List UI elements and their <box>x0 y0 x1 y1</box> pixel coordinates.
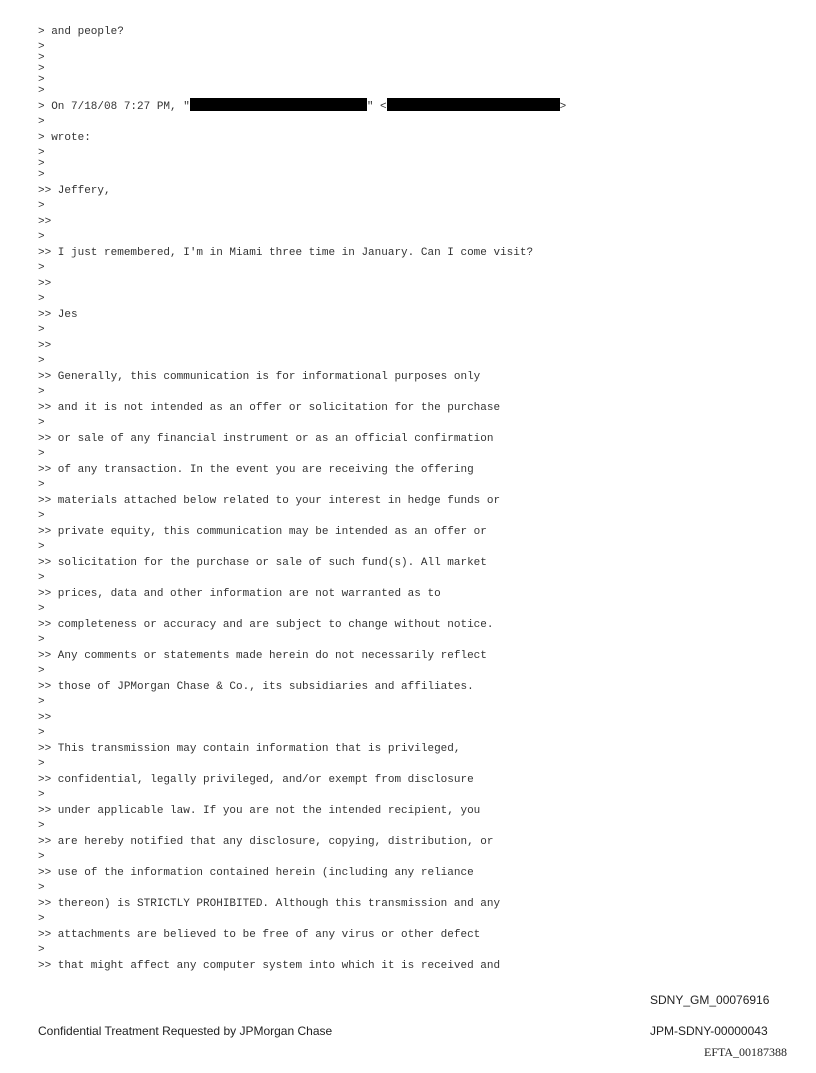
email-text-line: >> under applicable law. If you are not the intended recipient, you <box>38 805 481 817</box>
email-text-line: >> I just remembered, I'm in Miami three time in January. Can I come visit? <box>38 247 534 259</box>
efta-number: EFTA_00187388 <box>704 1045 788 1059</box>
redaction-bar <box>190 98 367 111</box>
quote-marker-line: > <box>38 116 45 128</box>
confidentiality-footer: Confidential Treatment Requested by JPMorgan Chase <box>38 1024 333 1038</box>
quote-marker-line: > <box>38 41 45 53</box>
quote-marker-line: > <box>38 758 45 770</box>
email-text-line: >> and it is not intended as an offer or solicitation for the purchase <box>38 402 501 414</box>
quote-marker-line: > <box>38 541 45 553</box>
email-text-line: >> Jeffery, <box>38 185 111 197</box>
email-text-line: >> Any comments or statements made herein do not necessarily reflect <box>38 650 487 662</box>
bates-number-jpm: JPM-SDNY-00000043 <box>650 1024 768 1038</box>
quote-marker-line: > <box>38 572 45 584</box>
header-text-after: > <box>559 101 567 113</box>
header-text-before: > On 7/18/08 7:27 PM, " <box>38 101 190 113</box>
email-header-line <box>38 97 566 117</box>
email-text-line: >> Generally, this communication is for informational purposes only <box>38 371 481 383</box>
email-text-line: >> thereon) is STRICTLY PROHIBITED. Although this transmission and any <box>38 898 501 910</box>
quote-marker-line: > <box>38 727 45 739</box>
email-text-line: >> attachments are believed to be free of any virus or other defect <box>38 929 481 941</box>
quote-marker-line: > <box>38 74 45 86</box>
quote-marker-line: > <box>38 386 45 398</box>
quote-marker-line: > <box>38 789 45 801</box>
quote-marker-line: > <box>38 200 45 212</box>
quote-marker-line: > <box>38 324 45 336</box>
bates-number-sdny: SDNY_GM_00076916 <box>650 993 770 1007</box>
email-text-line: >> those of JPMorgan Chase & Co., its subsidiaries and affiliates. <box>38 681 474 693</box>
email-text-line: > wrote: <box>38 132 91 144</box>
email-text-line: >> private equity, this communication may be intended as an offer or <box>38 526 487 538</box>
email-text-line: >> or sale of any financial instrument or as an official confirmation <box>38 433 494 445</box>
quote-marker-line: > <box>38 169 45 181</box>
quote-marker-line: > <box>38 158 45 170</box>
email-body <box>38 22 566 976</box>
quote-marker-line: > <box>38 355 45 367</box>
redaction-bar <box>387 98 560 111</box>
quote-marker-line: > <box>38 479 45 491</box>
email-text-line: >> completeness or accuracy and are subject to change without notice. <box>38 619 494 631</box>
email-text-line: >> <box>38 340 52 352</box>
quote-marker-line: > <box>38 913 45 925</box>
quote-marker-line: > <box>38 448 45 460</box>
quote-marker-line: > <box>38 634 45 646</box>
quote-marker-line: > <box>38 851 45 863</box>
email-text-line: >> <box>38 712 52 724</box>
email-text-line: >> of any transaction. In the event you are receiving the offering <box>38 464 474 476</box>
email-text-line: >> materials attached below related to your interest in hedge funds or <box>38 495 501 507</box>
quote-marker-line: > <box>38 262 45 274</box>
quote-marker-line: > <box>38 147 45 159</box>
email-text-line: >> solicitation for the purchase or sale of such fund(s). All market <box>38 557 487 569</box>
quote-marker-line: > <box>38 293 45 305</box>
quote-marker-line: > <box>38 665 45 677</box>
header-text-middle: " < <box>366 101 387 113</box>
email-text-line: >> confidential, legally privileged, and/or exempt from disclosure <box>38 774 474 786</box>
quote-marker-line: > <box>38 510 45 522</box>
email-text-line: >> <box>38 278 52 290</box>
email-text-line: >> use of the information contained herein (including any reliance <box>38 867 474 879</box>
quote-marker-line: > <box>38 603 45 615</box>
quote-marker-line: > <box>38 63 45 75</box>
email-text-line: >> Jes <box>38 309 78 321</box>
quote-marker-line: > <box>38 820 45 832</box>
email-text-line: > and people? <box>38 26 124 38</box>
quote-marker-line: > <box>38 85 45 97</box>
quote-marker-line: > <box>38 231 45 243</box>
email-text-line: >> <box>38 216 52 228</box>
quote-marker-line: > <box>38 882 45 894</box>
quote-marker-line: > <box>38 696 45 708</box>
email-text-line: >> that might affect any computer system into which it is received and <box>38 960 501 972</box>
quote-marker-line: > <box>38 944 45 956</box>
quote-marker-line: > <box>38 52 45 64</box>
email-text-line: >> This transmission may contain information that is privileged, <box>38 743 461 755</box>
email-text-line: >> prices, data and other information are not warranted as to <box>38 588 441 600</box>
email-text-line: >> are hereby notified that any disclosure, copying, distribution, or <box>38 836 494 848</box>
quote-marker-line: > <box>38 417 45 429</box>
